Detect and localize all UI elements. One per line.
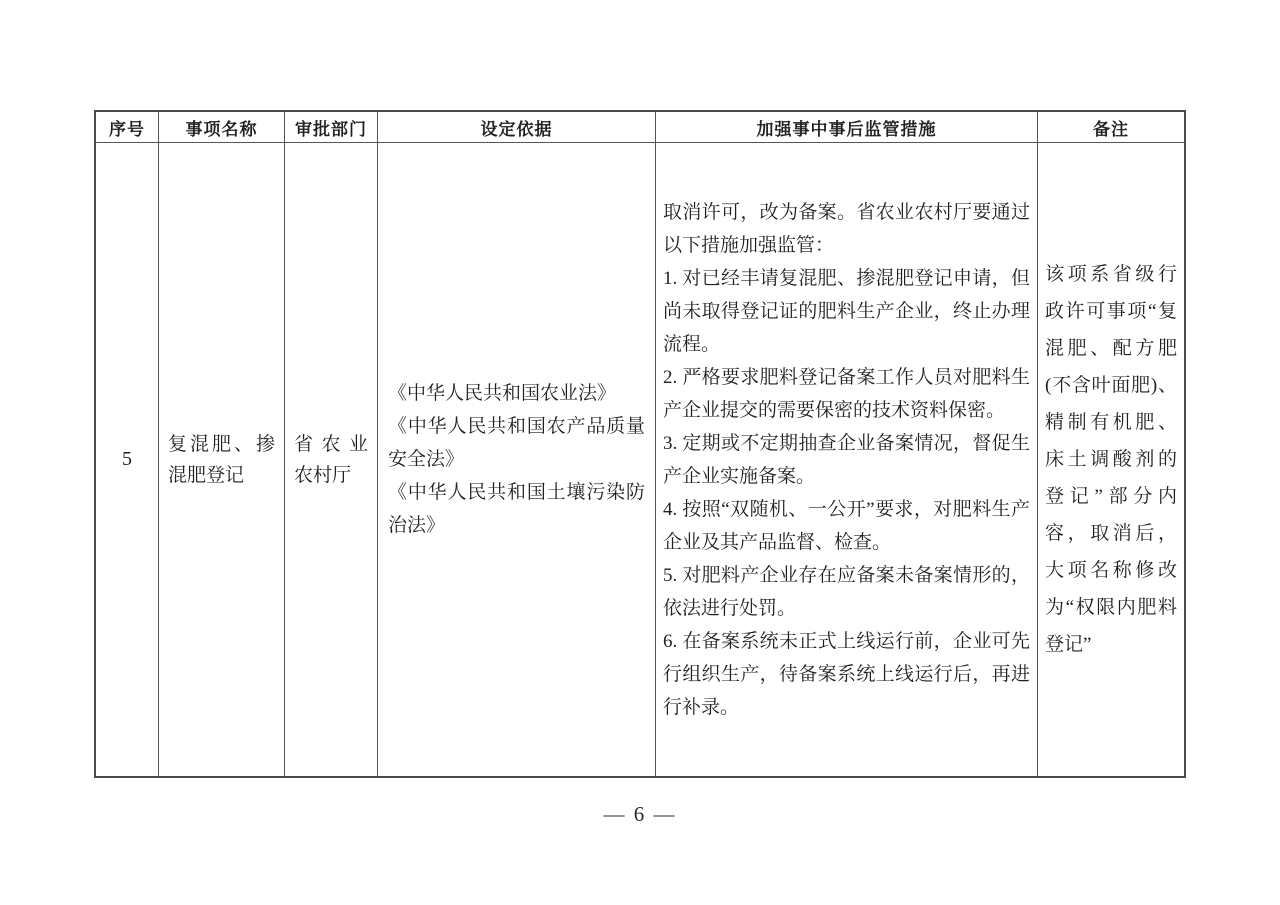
measures-item: 6. 在备案系统未正式上线运行前，企业可先行组织生产，待备案系统上线运行后，再进行补录。	[663, 630, 1030, 718]
regulation-table	[94, 110, 1186, 778]
column-header-remark: 备注	[1038, 112, 1184, 143]
column-header-item-name: 事项名称	[159, 112, 285, 143]
column-header-legal-basis: 设定依据	[378, 112, 656, 143]
cell-seq	[96, 143, 159, 776]
cell-department	[285, 143, 378, 776]
measures-intro: 取消许可，改为备案。省农业农村厅要通过以下措施加强监管：	[663, 201, 1030, 256]
department-text: 省农业农村厅	[294, 433, 368, 486]
measures-item: 1. 对已经丰请复混肥、掺混肥登记申请，但尚未取得登记证的肥料生产企业，终止办理流程。	[663, 267, 1030, 355]
item-name-text: 复混肥、掺混肥登记	[168, 433, 275, 486]
measures-item: 3. 定期或不定期抽查企业备案情况，督促生产企业实施备案。	[663, 432, 1030, 487]
column-header-department: 审批部门	[285, 112, 378, 143]
page-number: — 6 —	[603, 802, 677, 826]
cell-legal-basis	[378, 143, 656, 776]
column-header-seq: 序号	[96, 112, 159, 143]
measures-item: 2. 严格要求肥料登记备案工作人员对肥料生产企业提交的需要保密的技术资料保密。	[663, 366, 1030, 421]
measures-item: 4. 按照“双随机、一公开”要求，对肥料生产企业及其产品监督、检查。	[663, 498, 1030, 553]
legal-basis-line: 《中华人民共和国农业法》	[388, 383, 617, 404]
cell-remark	[1038, 143, 1184, 776]
column-header-measures: 加强事中事后监管措施	[656, 112, 1038, 143]
cell-item-name	[159, 143, 285, 776]
legal-basis-line: 《中华人民共和国农产品质量安全法》	[388, 416, 645, 470]
seq-value: 5	[122, 448, 132, 470]
measures-item: 5. 对肥料产企业存在应备案未备案情形的，依法进行处罚。	[663, 564, 1030, 619]
cell-measures	[656, 143, 1038, 776]
legal-basis-line: 《中华人民共和国土壤污染防治法》	[388, 482, 645, 536]
remark-text: 该项系省级行政许可事项“复混肥、配方肥(不含叶面肥)、精制有机肥、床土调酸剂的登记”部分内容，取消后，大项名称修改为“权限内肥料登记”	[1045, 264, 1177, 655]
